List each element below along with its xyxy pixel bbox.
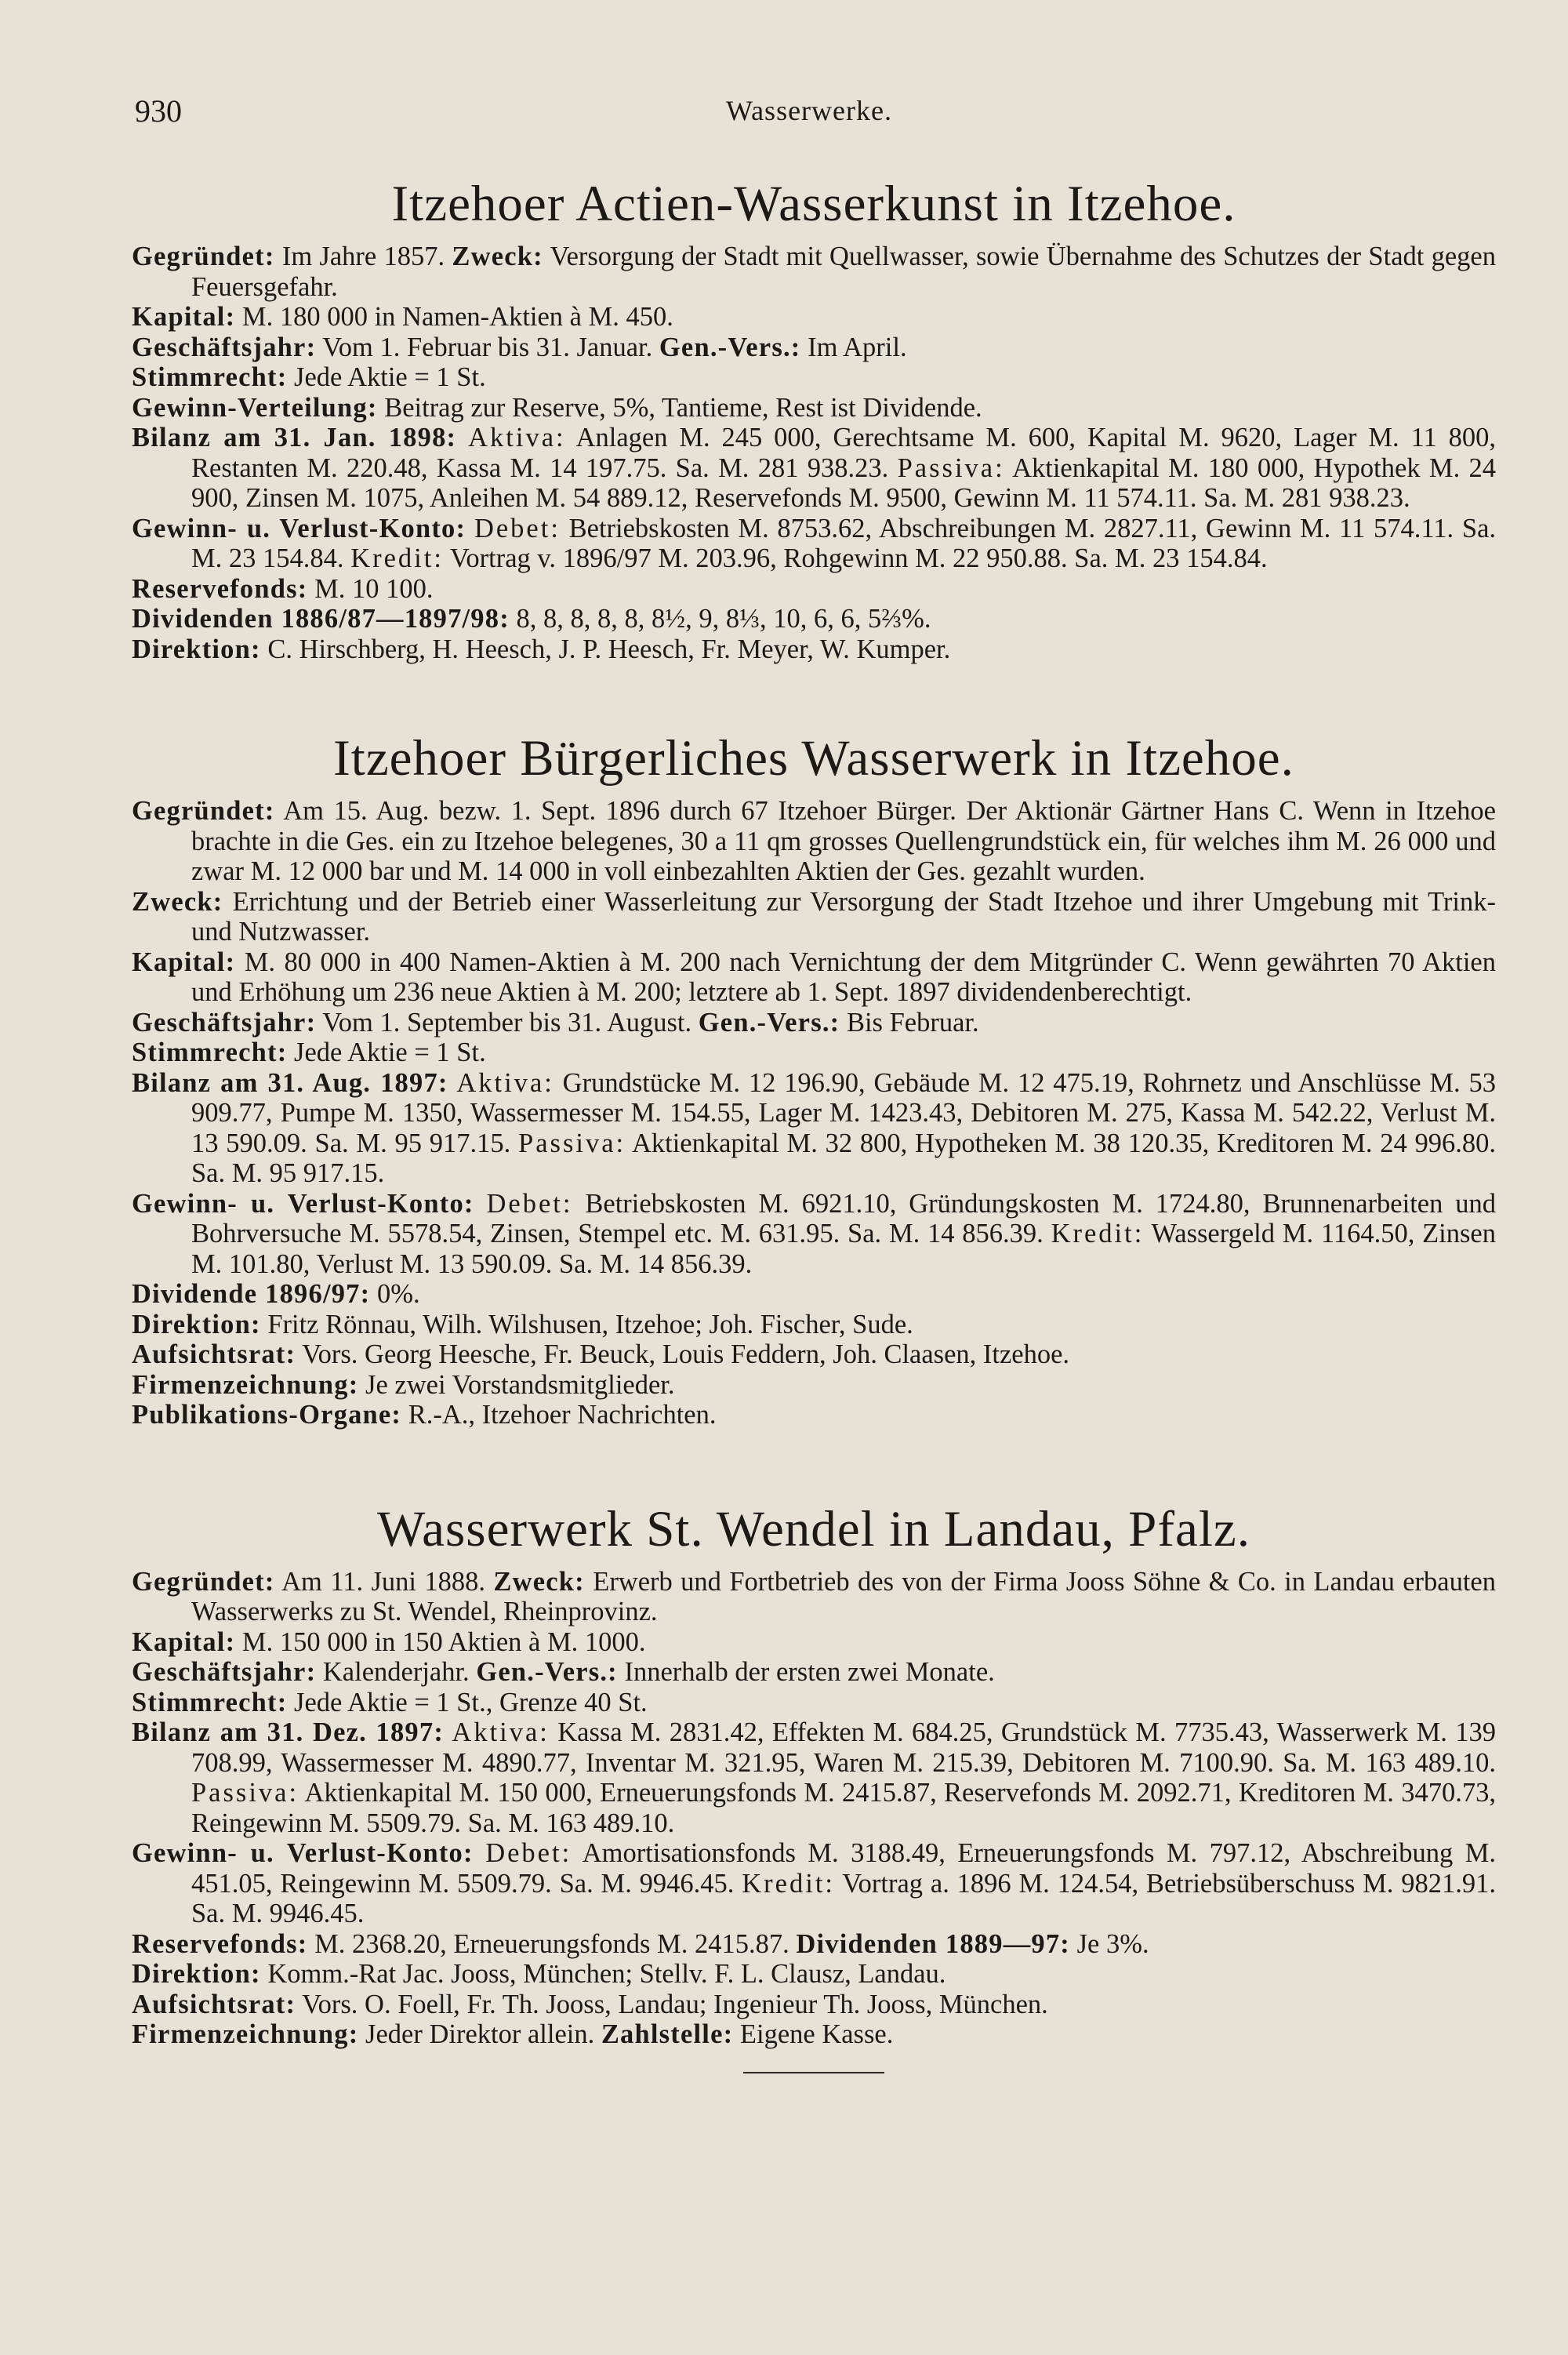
entry-label: Geschäftsjahr:	[132, 1007, 317, 1038]
spaced-label: Aktiva:	[468, 423, 566, 452]
entry-label: Kapital:	[132, 302, 236, 332]
entry-text: Versorgung der Stadt mit Quellwasser, sowie Übernahme des Schutzes der Stadt gegen Feuersgefahr.	[191, 242, 1496, 302]
spaced-label: Debet:	[486, 1188, 573, 1219]
entry-label: Direktion:	[132, 1959, 261, 1989]
company-entries	[132, 242, 1496, 664]
entry-text: Vortrag a. 1896 M. 124.54, Betriebsüberschuss M. 9821.91. Sa. M. 9946.45.	[191, 1868, 1497, 1928]
entry-text: Kalenderjahr.	[316, 1657, 477, 1687]
entry-text: 0%.	[370, 1279, 420, 1309]
company-title: Itzehoer Bürgerliches Wasserwerk in Itzehoe.	[333, 730, 1294, 787]
company-section	[132, 1499, 1496, 2050]
entry-text: Erwerb und Fortbetrieb des von der Firma Jooss Söhne & Co. in Landau erbauten Wasserwerks zu St. Wendel, Rheinprovinz.	[191, 1566, 1496, 1626]
entry-text: M. 80 000 in 400 Namen-Aktien à M. 200 nach Vernichtung der dem Mitgründer C. Wenn gewährten 70 Aktien und Erhöhung um 236 neue Aktien à M. 200; letztere ab 1. Sept. 1897 dividendenberechtigt.	[191, 947, 1496, 1007]
entry-text: Fritz Rönnau, Wilh. Wilshusen, Itzehoe; Joh. Fischer, Sude.	[260, 1309, 913, 1339]
entry	[132, 947, 1496, 1008]
entry-label: Zweck:	[132, 886, 223, 917]
entry-label: Reservefonds:	[132, 1928, 308, 1959]
entry-label: Aufsichtsrat:	[132, 1339, 296, 1369]
spaced-label: Aktiva:	[452, 1717, 550, 1747]
entry-text: Komm.-Rat Jac. Jooss, München; Stellv. F. L. Clausz, Landau.	[260, 1959, 946, 1989]
entry	[132, 1567, 1496, 1627]
entry-text: Kassa M. 2831.42, Effekten M. 684.25, Grundstück M. 7735.43, Wasserwerk M. 139 708.99, Wassermesser M. 4890.77, Inventar M. 321.95, Waren M. 215.39, Debitoren M. 7100.90. Sa. M. 163 489.10.	[191, 1717, 1497, 1778]
entry-label: Kapital:	[132, 947, 236, 977]
entry-text: Vortrag v. 1896/97 M. 203.96, Rohgewinn M. 22 950.88. Sa. M. 23 154.84.	[443, 543, 1268, 573]
entry	[132, 1189, 1496, 1280]
entry-label: Direktion:	[132, 634, 261, 664]
company-title: Itzehoer Actien-Wasserkunst in Itzehoe.	[391, 176, 1236, 232]
running-title: Wasserwerke.	[725, 95, 892, 126]
entry-label: Bilanz am 31. Dez. 1897:	[132, 1717, 445, 1747]
spaced-label: Kredit:	[350, 543, 444, 573]
spaced-label: Debet:	[474, 513, 561, 543]
entry-label: Aufsichtsrat:	[132, 1989, 296, 2019]
entry-label: Gegründet:	[132, 796, 275, 826]
entry	[132, 362, 1496, 393]
entry-text: Innerhalb der ersten zwei Monate.	[617, 1657, 995, 1687]
spaced-label: Passiva:	[897, 452, 1005, 483]
spaced-label: Kredit:	[742, 1868, 835, 1899]
entry	[132, 514, 1496, 574]
spaced-label: Aktiva:	[456, 1067, 554, 1098]
section-gap	[132, 1430, 1496, 1499]
entry-text	[448, 1068, 457, 1098]
entry	[132, 887, 1496, 947]
entry	[132, 1068, 1496, 1189]
entry	[132, 1008, 1496, 1038]
entry-text: Eigene Kasse.	[733, 2019, 894, 2049]
entry-text: Wassergeld M. 1164.50, Zinsen M. 101.80, Verlust M. 13 590.09. Sa. M. 14 856.39.	[191, 1219, 1496, 1279]
page-header	[135, 93, 1483, 132]
entry-text: Anlagen M. 245 000, Gerechtsame M. 600, Kapital M. 9620, Lager M. 11 800, Restanten M. 220.48, Kassa M. 14 197.75. Sa. M. 281 938.23.	[191, 423, 1496, 483]
entry	[132, 1370, 1496, 1401]
entry	[132, 634, 1496, 665]
entry-label: Stimmrecht:	[132, 362, 288, 392]
entry	[132, 604, 1496, 634]
entry-text	[474, 1189, 487, 1219]
entry-label: Firmenzeichnung:	[132, 2019, 359, 2049]
entry-text: Jeder Direktor allein.	[358, 2019, 601, 2049]
entry-label: Gegründet:	[132, 1566, 275, 1597]
entry-text: Vors. O. Foell, Fr. Th. Jooss, Landau; Ingenieur Th. Jooss, München.	[296, 1989, 1048, 2019]
entry	[132, 1400, 1496, 1430]
company-entries	[132, 796, 1496, 1430]
spaced-label: Kredit:	[1051, 1219, 1145, 1248]
entry-label: Gen.-Vers.:	[476, 1657, 618, 1687]
entry	[132, 1990, 1496, 2020]
entry-text: 8, 8, 8, 8, 8, 8½, 9, 8⅓, 10, 6, 6, 5⅔%.	[509, 604, 931, 634]
entry	[132, 1279, 1496, 1310]
entry-text: Je zwei Vorstandsmitglieder.	[358, 1369, 675, 1400]
company-title: Wasserwerk St. Wendel in Landau, Pfalz.	[377, 1500, 1250, 1557]
entry-label: Gewinn- u. Verlust-Konto:	[132, 1838, 474, 1868]
entry-label: Dividenden 1889—97:	[796, 1928, 1070, 1959]
entry	[132, 393, 1496, 423]
company-entries	[132, 1567, 1496, 2050]
entry-text: Amortisationsfonds M. 3188.49, Erneuerungsfonds M. 797.12, Abschreibung M. 451.05, Reingewinn M. 5509.79. Sa. M. 9946.45.	[191, 1838, 1497, 1899]
entry	[132, 1959, 1496, 1990]
entry-text: Betriebskosten M. 6921.10, Gründungskosten M. 1724.80, Brunnenarbeiten und Bohrversuche M. 5578.54, Zinsen, Stempel etc. M. 631.95. Sa. M. 14 856.39.	[191, 1188, 1497, 1248]
entry-text: Vom 1. September bis 31. August.	[316, 1007, 699, 1038]
entry	[132, 1838, 1496, 1929]
entry-text: C. Hirschberg, H. Heesch, J. P. Heesch, Fr. Meyer, W. Kumper.	[260, 634, 951, 664]
entry-text: M. 10 100.	[307, 573, 434, 604]
entry-label: Dividenden 1886/87—1897/98:	[132, 604, 510, 634]
entry-text: R.-A., Itzehoer Nachrichten.	[401, 1400, 717, 1430]
closing-rule	[743, 2072, 884, 2073]
entry	[132, 1038, 1496, 1068]
entry-label: Gewinn- u. Verlust-Konto:	[132, 513, 466, 543]
entry	[132, 796, 1496, 887]
entry-text	[444, 1717, 452, 1747]
entry	[132, 302, 1496, 333]
company-section	[132, 174, 1496, 664]
entry	[132, 1657, 1496, 1688]
entry-label: Dividende 1896/97:	[132, 1279, 371, 1309]
entry	[132, 1688, 1496, 1718]
section-gap	[132, 664, 1496, 729]
entry	[132, 2019, 1496, 2050]
entry-text	[456, 423, 468, 452]
entry-text	[466, 514, 474, 543]
entry	[132, 1310, 1496, 1340]
entry-label: Geschäftsjahr:	[132, 1657, 317, 1687]
entry-text: Im April.	[800, 332, 907, 362]
entry-text: Beitrag zur Reserve, 5%, Tantieme, Rest ist Dividende.	[377, 392, 982, 423]
entry	[132, 1929, 1496, 1960]
entry-text: Aktienkapital M. 32 800, Hypotheken M. 38 120.35, Kreditoren M. 24 996.80. Sa. M. 95 917.15.	[191, 1128, 1496, 1188]
entry-label: Zahlstelle:	[601, 2019, 734, 2049]
entry-label: Gewinn-Verteilung:	[132, 392, 378, 423]
entry	[132, 423, 1496, 514]
entry-label: Reservefonds:	[132, 573, 308, 604]
entry-text: Vom 1. Februar bis 31. Januar.	[316, 332, 659, 362]
entry-label: Kapital:	[132, 1626, 236, 1657]
entry-label: Gen.-Vers.:	[698, 1007, 840, 1038]
page-number: 930	[135, 93, 182, 129]
entry-text: Errichtung und der Betrieb einer Wasserleitung zur Versorgung der Stadt Itzehoe und ihrer Umgebung mit Trink- und Nutzwasser.	[191, 886, 1496, 947]
entry-label: Zweck:	[493, 1566, 585, 1597]
entry	[132, 574, 1496, 605]
company-section	[132, 729, 1496, 1430]
entry-text: Vors. Georg Heesche, Fr. Beuck, Louis Feddern, Joh. Claasen, Itzehoe.	[296, 1339, 1070, 1369]
entry-text: Jede Aktie = 1 St.	[287, 362, 486, 392]
entry-label: Gen.-Vers.:	[659, 332, 801, 362]
entry-label: Bilanz am 31. Jan. 1898:	[132, 423, 457, 452]
entry-text: Jede Aktie = 1 St.	[287, 1038, 486, 1067]
entry-label: Publikations-Organe:	[132, 1400, 402, 1430]
entry-label: Bilanz am 31. Aug. 1897:	[132, 1067, 448, 1098]
entry-text: Aktienkapital M. 180 000, Hypothek M. 24 900, Zinsen M. 1075, Anleihen M. 54 889.12, Reservefonds M. 9500, Gewinn M. 11 574.11. Sa. M. 281 938.23.	[191, 452, 1496, 513]
entry-text: M. 2368.20, Erneuerungsfonds M. 2415.87.	[307, 1928, 797, 1959]
entry-label: Firmenzeichnung:	[132, 1369, 359, 1400]
page-content	[132, 174, 1496, 2073]
entry-text: Am 11. Juni 1888.	[274, 1566, 494, 1597]
entry	[132, 1717, 1496, 1838]
entry-text	[474, 1838, 485, 1868]
entry-label: Direktion:	[132, 1309, 261, 1339]
entry-text: Am 15. Aug. bezw. 1. Sept. 1896 durch 67 Itzehoer Bürger. Der Aktionär Gärtner Hans C. Wenn in Itzehoe brachte in die Ges. ein zu Itzehoe belegenes, 30 a 11 qm grosses Quellengrundstück ein, für welches ihm M. 26 000 und zwar M. 12 000 bar und M. 14 000 in voll einbezahlten Aktien der Ges. gezahlt wurden.	[191, 796, 1496, 886]
entry	[132, 1627, 1496, 1658]
entry-label: Geschäftsjahr:	[132, 332, 317, 362]
entry-text: M. 180 000 in Namen-Aktien à M. 450.	[235, 302, 673, 332]
entry-text: Grundstücke M. 12 196.90, Gebäude M. 12 475.19, Rohrnetz und Anschlüsse M. 53 909.77, Pumpe M. 1350, Wassermesser M. 154.55, Lager M. 1423.43, Debitoren M. 275, Kassa M. 542.22, Verlust M. 13 590.09. Sa. M. 95 917.15.	[191, 1067, 1496, 1158]
entry-text: Betriebskosten M. 8753.62, Abschreibungen M. 2827.11, Gewinn M. 11 574.11. Sa. M. 23 154.84.	[191, 513, 1497, 573]
entry-label: Stimmrecht:	[132, 1038, 288, 1067]
entry	[132, 333, 1496, 363]
entry-label: Gewinn- u. Verlust-Konto:	[132, 1188, 474, 1219]
entry-label: Gegründet:	[132, 242, 275, 271]
entry-text: Aktienkapital M. 150 000, Erneuerungsfonds M. 2415.87, Reservefonds M. 2092.71, Kreditoren M. 3470.73, Reingewinn M. 5509.79. Sa. M. 163 489.10.	[191, 1778, 1496, 1838]
entry-text: Im Jahre 1857.	[274, 242, 452, 271]
entry-text: Je 3%.	[1069, 1928, 1149, 1959]
spaced-label: Debet:	[485, 1838, 572, 1868]
entry-text: M. 150 000 in 150 Aktien à M. 1000.	[235, 1626, 646, 1657]
spaced-label: Passiva:	[518, 1128, 626, 1158]
spaced-label: Passiva:	[191, 1778, 299, 1808]
entry-label: Zweck:	[452, 242, 543, 271]
entry-text: Jede Aktie = 1 St., Grenze 40 St.	[287, 1687, 648, 1717]
entry-label: Stimmrecht:	[132, 1687, 288, 1717]
entry	[132, 1339, 1496, 1370]
entry-text: Bis Februar.	[840, 1007, 979, 1038]
entry	[132, 242, 1496, 302]
